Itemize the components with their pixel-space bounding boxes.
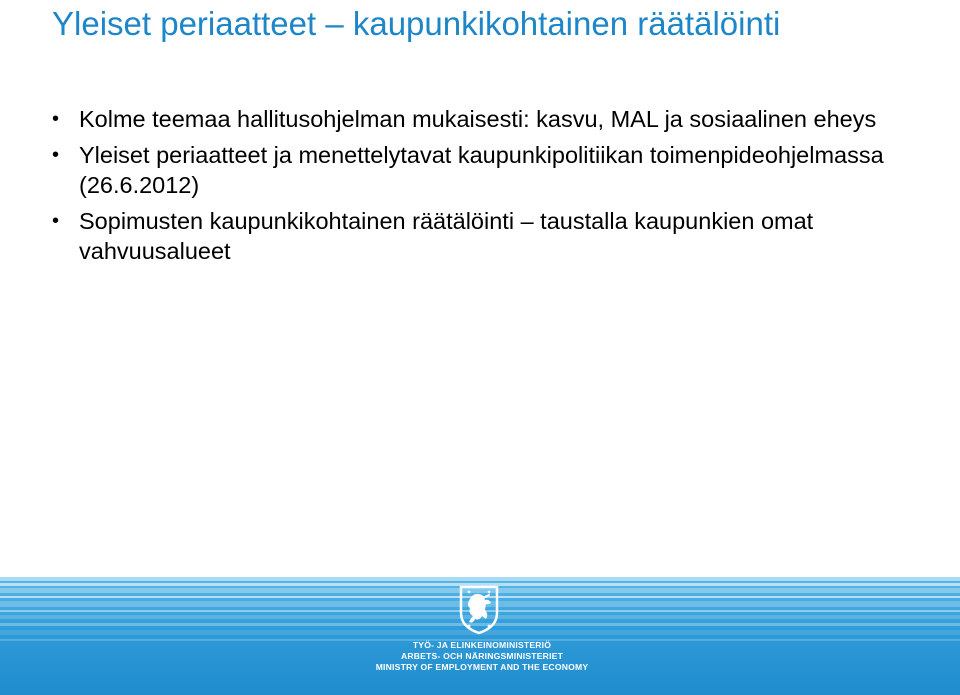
bullet-text: Yleiset periaatteet ja menettelytavat kaupunkipolitiikan toimenpideohjelmassa (26.6.2012)	[79, 142, 884, 198]
bullet-icon: •	[52, 210, 60, 232]
footer-band	[0, 577, 960, 695]
bullet-item	[52, 206, 932, 266]
ministry-logo	[372, 581, 592, 691]
bullet-item	[52, 140, 932, 200]
bullet-text: Sopimusten kaupunkikohtainen räätälöinti – taustalla kaupunkien omat vahvuusalueet	[79, 208, 814, 264]
ministry-name-fi: TYÖ- JA ELINKEINOMINISTERIÖ	[412, 640, 552, 650]
ministry-name-sv: ARBETS- OCH NÄRINGSMINISTERIET	[400, 651, 564, 661]
bullet-icon: •	[52, 144, 60, 166]
bullet-text: Kolme teemaa hallitusohjelman mukaisesti: kasvu, MAL ja sosiaalinen eheys	[79, 106, 877, 132]
finnish-lion-icon	[455, 583, 503, 635]
bullet-item	[52, 104, 932, 134]
bullet-list	[52, 104, 932, 272]
ministry-name-en: MINISTRY OF EMPLOYMENT AND THE ECONOMY	[375, 662, 589, 672]
slide-title: Yleiset periaatteet – kaupunkikohtainen räätälöinti	[52, 5, 781, 42]
bullet-icon: •	[52, 108, 60, 130]
